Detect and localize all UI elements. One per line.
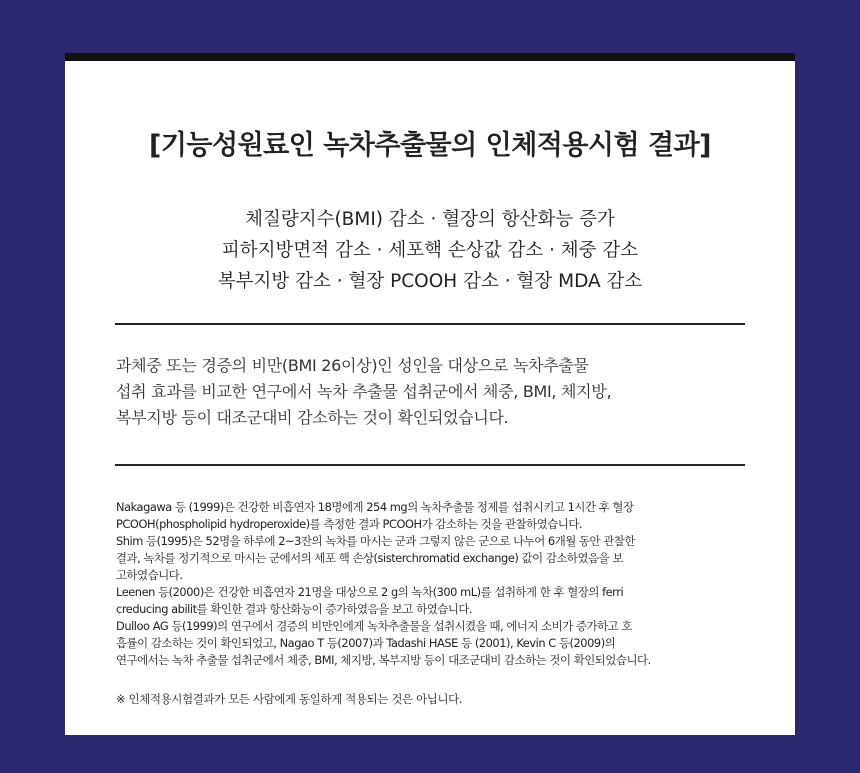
effect-line: 체질량지수(BMI) 감소 · 혈장의 항산화능 증가 — [245, 209, 615, 230]
reference-line: 고하였습니다. — [116, 568, 183, 582]
summary-line: 복부지방 등이 대조군대비 감소하는 것이 확인되었습니다. — [116, 408, 509, 427]
reference-line: 결과, 녹차를 정기적으로 마시는 군에서의 세포 핵 손상(sisterchromatid exchange) 값이 감소하였음을 보 — [116, 551, 623, 565]
disclaimer-note: ※ 인체적용시험결과가 모든 사람에게 동일하게 적용되는 것은 아닙니다. — [116, 692, 463, 706]
reference-line: creducing abilit를 확인한 결과 항산화능이 증가하였음을 보고 하였습니다. — [116, 602, 473, 616]
reference-line: PCOOH(phospholipid hydroperoxide)를 측정한 결과 PCOOH가 감소하는 것을 관찰하였습니다. — [116, 517, 583, 531]
summary-line: 과체중 또는 경증의 비만(BMI 26이상)인 성인을 대상으로 녹차추출물 — [116, 356, 589, 375]
divider — [115, 323, 745, 325]
reference-line: Dulloo AG 등(1999)의 연구에서 경증의 비만인에게 녹차추출물을 섭취시켰을 때, 에너지 소비가 증가하고 호 — [116, 619, 632, 633]
effect-line: 피하지방면적 감소 · 세포핵 손상값 감소 · 체중 감소 — [221, 240, 639, 261]
reference-line: 연구에서는 녹차 추출물 섭취군에서 체중, BMI, 체지방, 복부지방 등이 대조군대비 감소하는 것이 확인되었습니다. — [116, 653, 651, 667]
effects-list — [65, 204, 795, 297]
divider — [115, 464, 745, 466]
content-panel — [65, 53, 795, 735]
reference-line: Leenen 등(2000)은 건강한 비흡연자 21명을 대상으로 2 g의 녹차(300 mL)를 섭취하게 한 후 혈장의 ferri — [116, 585, 624, 599]
summary-paragraph — [116, 353, 746, 431]
reference-line: Shim 등(1995)은 52명을 하루에 2~3잔의 녹차를 마시는 군과 그렇지 않은 군으로 나누어 6개월 동안 관찰한 — [116, 534, 635, 548]
references-block — [116, 499, 756, 669]
reference-line: 흡률이 감소하는 것이 확인되었고, Nagao T 등(2007)과 Tadashi HASE 등 (2001), Kevin C 등(2009)의 — [116, 636, 616, 650]
page-title: [기능성원료인 녹차추출물의 인체적용시험 결과] — [148, 130, 712, 161]
reference-line: Nakagawa 등 (1999)은 건강한 비흡연자 18명에게 254 mg의 녹차추출물 정제를 섭취시키고 1시간 후 혈장 — [116, 500, 634, 514]
summary-line: 섭취 효과를 비교한 연구에서 녹차 추출물 섭취군에서 체중, BMI, 체지방, — [116, 382, 612, 401]
effect-line: 복부지방 감소 · 혈장 PCOOH 감소 · 혈장 MDA 감소 — [217, 271, 643, 292]
